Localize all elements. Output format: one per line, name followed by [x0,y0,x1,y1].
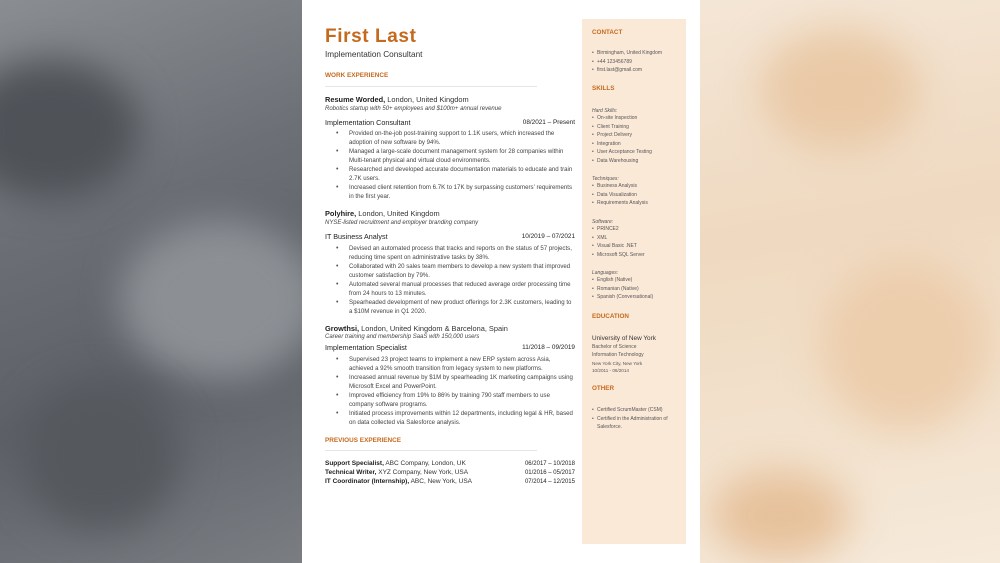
skill-item: • Business Analysis [592,182,684,191]
education-degree: Bachelor of Science [592,344,637,350]
job-bullet: • Initiated process improvements within 12 departments, including legal & HR, based on data collected via Salesforce analysis. [336,409,576,427]
job-bullet: • Collaborated with 20 sales team members to develop a new system that improved customer satisfaction by 79%. [336,262,576,280]
blur-shape [760,30,920,150]
job-bullet: • Automated several manual processes that reduced average order processing time from 24 hours to 13 minutes. [336,280,576,298]
certification-item: • Certified in the Administration of Salesforce. [592,415,684,432]
previous-experience-heading: PREVIOUS EXPERIENCE [325,437,401,444]
job-company-line: Polyhire, London, United Kingdom [325,209,440,218]
certification-item: • Certified ScrumMaster (CSM) [592,406,684,415]
contact-heading: CONTACT [592,29,623,36]
skill-item: • Data Visualization [592,191,684,200]
job-bullets [336,355,576,427]
techniques-label: Techniques: [592,176,619,182]
skill-item: • Data Warehousing [592,157,684,166]
techniques-list [592,182,684,208]
skill-item: • Client Training [592,123,684,132]
job-role: Implementation Consultant [325,118,411,127]
blur-shape [20,380,180,530]
skill-item: • PRINCE2 [592,225,684,234]
job-dates: 10/2019 – 07/2021 [521,233,575,240]
education-field: Information Technology [592,352,644,358]
job-company-line: Resume Worded, London, United Kingdom [325,95,469,104]
previous-role: IT Coordinator (Internship), ABC, New York, USA [325,478,473,485]
skill-item: • User Acceptance Testing [592,148,684,157]
blur-shape [820,260,990,430]
job-dates: 08/2021 – Present [522,119,575,126]
contact-email: • first.last@gmail.com [592,66,684,75]
contact-list [592,49,684,75]
languages-label: Languages: [592,270,619,276]
software-label: Software: [592,219,614,225]
blur-shape [710,470,850,560]
previous-role-dates: 06/2017 – 10/2018 [524,461,575,467]
job-bullets [336,129,576,201]
education-school: University of New York [592,335,656,342]
work-experience-heading: WORK EXPERIENCE [325,72,389,79]
hard-skills-list [592,114,684,166]
skill-item: • XML [592,234,684,243]
job-company-tagline: Robotics startup with 50+ employees and $100m+ annual revenue [325,106,502,112]
job-bullet: • Spearheaded development of new product offerings for 2.3K customers, leading to a $10M revenue in Q1 2020. [336,298,576,316]
job-bullet: • Supervised 23 project teams to implement a new ERP system across Asia, achieved a 92% smooth transition from legacy system to new platforms. [336,355,576,373]
divider [325,450,537,451]
job-company-tagline: NYSE-listed recruitment and employer branding company [325,220,479,226]
job-role: IT Business Analyst [325,232,388,241]
job-bullet: • Increased client retention from 6.7K to 17K by surpassing customers' requirements in the first year. [336,183,576,201]
previous-role: Technical Writer, XYZ Company, New York, USA [325,469,469,476]
divider [325,86,537,87]
candidate-title: Implementation Consultant [325,50,423,59]
language-item: • Romanian (Native) [592,285,684,294]
skills-heading: SKILLS [592,85,615,92]
skill-item: • On-site Inspection [592,114,684,123]
job-bullet: • Researched and developed accurate documentation materials to educate and train 2.7K users. [336,165,576,183]
job-company-tagline: Career training and membership SaaS with 150,000 users [325,334,480,340]
education-dates: 10/2011 - 06/2014 [592,368,629,373]
skill-item: • Microsoft SQL Server [592,251,684,260]
other-heading: OTHER [592,385,615,392]
previous-role-dates: 01/2016 – 05/2017 [524,470,575,476]
previous-role-dates: 07/2014 – 12/2015 [524,479,575,485]
contact-location: • Birmingham, United Kingdom [592,49,684,58]
previous-role: Support Specialist, ABC Company, London, UK [325,460,466,467]
other-list [592,406,684,432]
education-heading: EDUCATION [592,313,629,320]
contact-phone: • +44 123456789 [592,58,684,67]
language-item: • English (Native) [592,276,684,285]
hard-skills-label: Hard Skills: [592,108,618,114]
job-bullet: • Managed a large-scale document management system for 28 companies within Multi-tenant physical and virtual cloud environments. [336,147,576,165]
skill-item: • Integration [592,140,684,149]
languages-list [592,276,684,302]
software-list [592,225,684,259]
job-bullets [336,244,576,316]
job-bullet: • Increased annual revenue by $1M by spearheading 1K marketing campaigns using Microsoft Excel and PowerPoint. [336,373,576,391]
skill-item: • Project Delivery [592,131,684,140]
background-right [700,0,1000,563]
education-location: New York City, New York [592,361,643,366]
background-left [0,0,302,563]
blur-shape [0,60,140,200]
job-dates: 11/2018 – 09/2019 [522,344,575,351]
skill-item: • Visual Basic .NET [592,242,684,251]
blur-shape [120,220,302,380]
language-item: • Spanish (Conversational) [592,293,684,302]
job-bullet: • Devised an automated process that tracks and reports on the status of 57 projects, reducing time spent on administrative tasks by 38%. [336,244,576,262]
job-role: Implementation Specialist [325,343,407,352]
candidate-name: First Last [325,26,417,47]
job-company-line: Growthsi, London, United Kingdom & Barcelona, Spain [325,324,508,333]
skill-item: • Requirements Analysis [592,199,684,208]
job-bullet: • Improved efficiency from 19% to 86% by training 790 staff members to use company software programs. [336,391,576,409]
job-bullet: • Provided on-the-job post-training support to 1.1K users, which increased the adoption of new software by 94%. [336,129,576,147]
